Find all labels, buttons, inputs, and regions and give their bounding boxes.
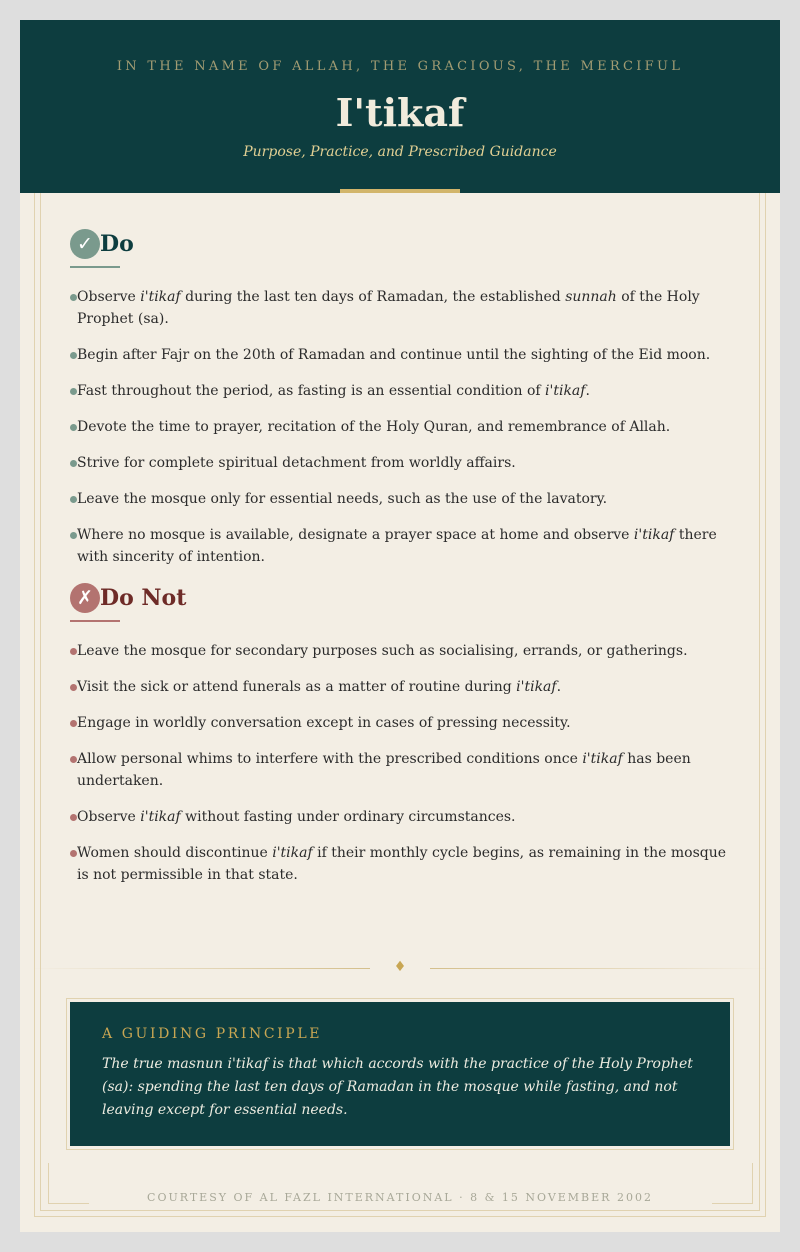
divider-line-right xyxy=(430,968,770,969)
bismillah-line: IN THE NAME OF ALLAH, THE GRACIOUS, THE MERCIFUL xyxy=(116,59,684,74)
item-text: Observe xyxy=(77,289,141,305)
donot-list xyxy=(70,640,730,900)
do-section-title: Do xyxy=(100,231,134,257)
item-text: Leave the mosque for secondary purposes such as socialising, errands, or gatherings. xyxy=(77,643,688,659)
page-title: I'tikaf xyxy=(335,90,465,135)
emphasized-term: i'tikaf xyxy=(582,751,623,767)
item-text: Strive for complete spiritual detachment from worldly affairs. xyxy=(77,455,516,471)
item-text: Fast throughout the period, as fasting is an essential condition of xyxy=(77,383,546,399)
bullet-dot-icon xyxy=(70,756,77,763)
bullet-dot-icon xyxy=(70,460,77,467)
do-list-item xyxy=(70,452,730,474)
bullet-dot-icon xyxy=(70,294,77,301)
item-text: without fasting under ordinary circumstances. xyxy=(180,809,516,825)
bullet-dot-icon xyxy=(70,388,77,395)
do-list-item xyxy=(70,524,730,568)
donot-list-item xyxy=(70,676,730,698)
item-text: of the Holy Prophet (sa). xyxy=(77,289,700,327)
donot-list-item xyxy=(70,712,730,734)
donot-list-item xyxy=(70,748,730,792)
header-accent-bar xyxy=(340,189,460,193)
do-list-item xyxy=(70,380,730,402)
donot-list-item xyxy=(70,842,730,886)
item-text: during the last ten days of Ramadan, the established xyxy=(180,289,566,305)
item-text: Women should discontinue xyxy=(77,845,273,861)
donot-list-item xyxy=(70,640,730,662)
item-text: Visit the sick or attend funerals as a matter of routine during xyxy=(77,679,517,695)
bullet-dot-icon xyxy=(70,532,77,539)
item-text: Allow personal whims to interfere with the prescribed conditions once xyxy=(77,751,583,767)
item-text: has been undertaken. xyxy=(77,751,691,789)
cross-icon: ✗ xyxy=(70,583,100,613)
do-list-item xyxy=(70,416,730,438)
bullet-dot-icon xyxy=(70,850,77,857)
donot-section-title: Do Not xyxy=(100,585,187,611)
item-text: Devote the time to prayer, recitation of the Holy Quran, and remembrance of Allah. xyxy=(77,419,671,435)
item-text: Leave the mosque only for essential needs, such as the use of the lavatory. xyxy=(77,491,608,507)
emphasized-term: i'tikaf xyxy=(633,527,675,543)
page-header xyxy=(20,20,780,193)
item-text: Begin after Fajr on the 20th of Ramadan and continue until the sighting of the Eid moon. xyxy=(77,347,711,363)
footer-credit: COURTESY OF AL FAZL INTERNATIONAL · 8 & 15 NOVEMBER 2002 xyxy=(147,1191,653,1204)
item-text: Observe xyxy=(77,809,141,825)
bullet-dot-icon xyxy=(70,424,77,431)
divider-line-left xyxy=(30,968,370,969)
do-list xyxy=(70,286,730,582)
do-list-item xyxy=(70,488,730,510)
item-text: if their monthly cycle begins, as remaining in the mosque is not permissible in that state. xyxy=(77,845,727,883)
item-text: . xyxy=(556,679,562,695)
emphasized-term: i'tikaf xyxy=(140,809,181,825)
guiding-principle-box xyxy=(70,1002,730,1146)
item-text: there with sincerity of intention. xyxy=(77,527,717,565)
page-subtitle: Purpose, Practice, and Prescribed Guidance xyxy=(243,144,557,160)
emphasized-term: sunnah xyxy=(565,289,617,305)
bullet-dot-icon xyxy=(70,684,77,691)
bullet-dot-icon xyxy=(70,352,77,359)
emphasized-term: i'tikaf xyxy=(545,383,586,399)
emphasized-term: i'tikaf xyxy=(140,289,181,305)
item-text: . xyxy=(585,383,590,399)
do-list-item xyxy=(70,286,730,330)
do-section-underline xyxy=(70,266,120,268)
donot-list-item xyxy=(70,806,730,828)
bullet-dot-icon xyxy=(70,648,77,655)
bullet-dot-icon xyxy=(70,496,77,503)
diamond-icon: ♦ xyxy=(393,959,407,975)
do-list-item xyxy=(70,344,730,366)
item-text: Engage in worldly conversation except in cases of pressing necessity. xyxy=(77,715,571,731)
donot-section-underline xyxy=(70,620,120,622)
document-page xyxy=(20,20,780,1232)
principle-text: The true masnun i'tikaf is that which accords with the practice of the Holy Prophet (sa): spending the last ten days of Ramadan in the mosque while fasting, and not leaving except for essential needs. xyxy=(102,1056,693,1118)
item-text: Where no mosque is available, designate a prayer space at home and observe xyxy=(77,527,634,543)
bullet-dot-icon xyxy=(70,814,77,821)
check-icon: ✓ xyxy=(70,229,100,259)
principle-label: A GUIDING PRINCIPLE xyxy=(102,1026,323,1042)
emphasized-term: i'tikaf xyxy=(272,845,313,861)
bullet-dot-icon xyxy=(70,720,77,727)
emphasized-term: i'tikaf xyxy=(516,679,557,695)
